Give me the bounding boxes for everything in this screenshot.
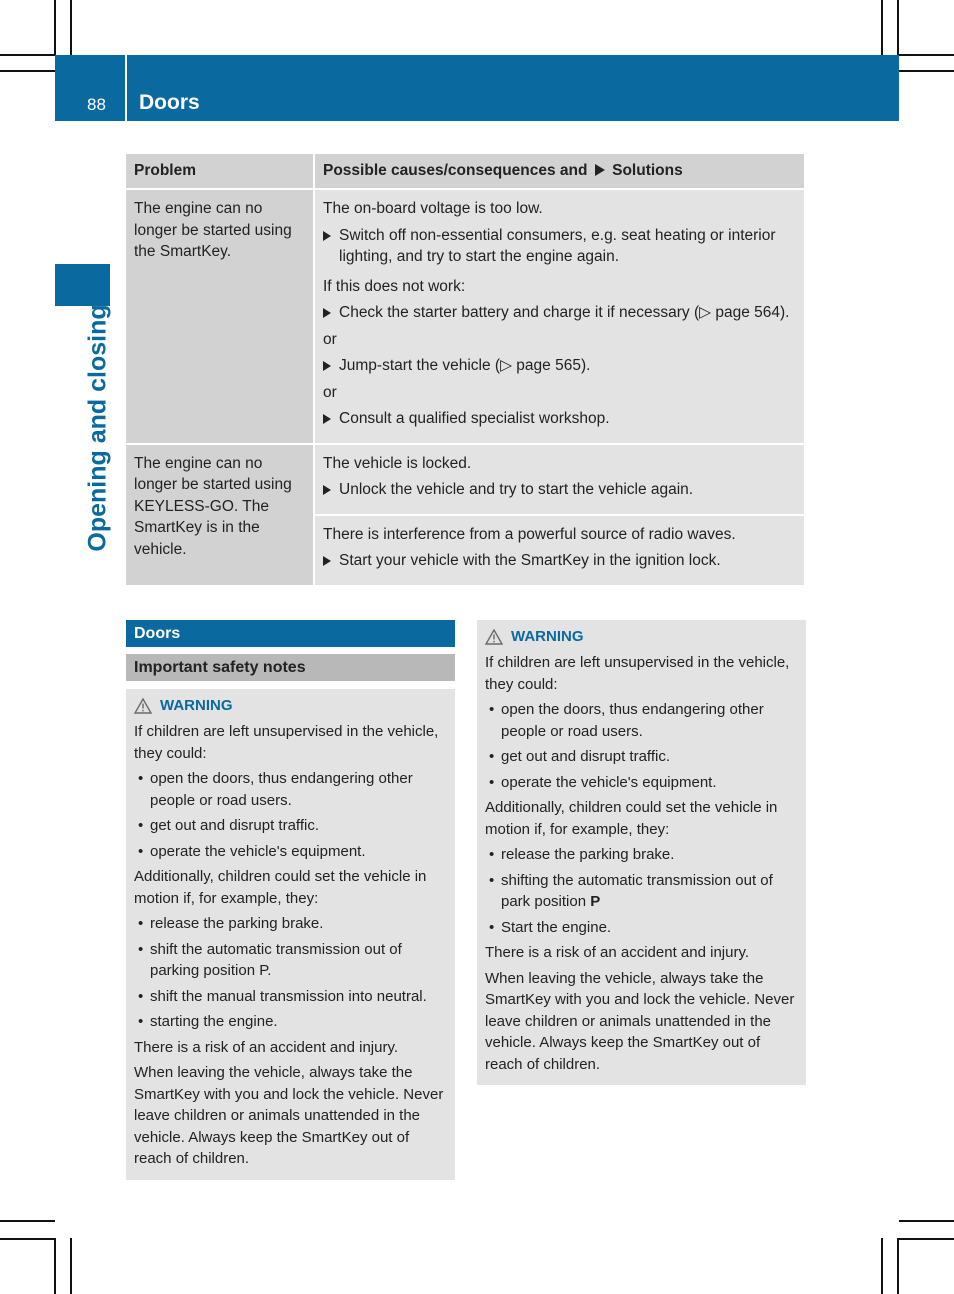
arrow-right-icon xyxy=(323,361,331,371)
cause-text: The on-board voltage is too low. xyxy=(323,200,543,217)
header-solutions: Possible causes/consequences and Solutions xyxy=(314,154,805,189)
step-item: Unlock the vehicle and try to start the vehicle again. xyxy=(323,479,796,501)
crop-mark xyxy=(881,0,883,55)
bullet-item: • get out and disrupt traffic. xyxy=(134,815,447,837)
or-text: or xyxy=(323,383,337,401)
warning-advice: When leaving the vehicle, always take the SmartKey with you and lock the vehicle. Never leave children or animals unattended in the vehicle. Always keep the SmartKey out of reach of children. xyxy=(134,1064,444,1167)
warning-box xyxy=(126,689,455,1180)
troubleshooting-table xyxy=(126,154,806,587)
warning-box xyxy=(477,620,806,1085)
crop-mark xyxy=(897,1238,899,1294)
warning-risk: There is a risk of an accident and injury. xyxy=(485,944,750,961)
cause-text: The vehicle is locked. xyxy=(323,454,472,472)
problem-cell: The engine can no longer be started using the SmartKey. xyxy=(126,189,314,444)
page-title: Doors xyxy=(139,91,200,114)
bullet-item: • open the doors, thus endangering other people or road users. xyxy=(485,699,798,742)
chapter-tab xyxy=(55,264,110,306)
warning-text: Additionally, children could set the vehicle in motion if, for example, they: xyxy=(485,799,778,838)
crop-mark xyxy=(899,1238,954,1240)
table-row xyxy=(126,444,805,515)
step-item: Jump-start the vehicle (▷ page 565). xyxy=(323,355,796,377)
if-not-text: If this does not work: xyxy=(323,277,466,295)
crop-mark xyxy=(54,0,56,55)
crop-mark xyxy=(70,0,72,55)
bullet-item: • shift the automatic transmission out of parking position P. xyxy=(134,939,447,982)
step-item: Start your vehicle with the SmartKey in the ignition lock. xyxy=(323,550,796,572)
warning-advice: When leaving the vehicle, always take the SmartKey with you and lock the vehicle. Never leave children or animals unattended in the vehicle. Always keep the SmartKey out of reach of children. xyxy=(485,969,795,1073)
table-row xyxy=(126,189,805,444)
section-heading: Doors xyxy=(126,620,455,647)
header-divider xyxy=(125,55,127,121)
solution-cell xyxy=(314,444,805,515)
crop-mark xyxy=(0,1238,55,1240)
cause-text: There is interference from a powerful source of radio waves. xyxy=(323,525,736,543)
bullet-item: • open the doors, thus endangering other people or road users. xyxy=(134,768,447,811)
bullet-item: • release the parking brake. xyxy=(134,913,447,935)
solution-cell xyxy=(314,515,805,586)
or-text: or xyxy=(323,330,337,348)
arrow-right-icon xyxy=(323,485,331,495)
bullet-item: • Start the engine. xyxy=(485,917,798,939)
arrow-right-icon xyxy=(594,164,606,176)
warning-risk: There is a risk of an accident and injury. xyxy=(134,1038,399,1056)
table-header-row xyxy=(126,154,805,189)
crop-mark xyxy=(899,54,954,56)
subsection-heading: Important safety notes xyxy=(126,654,455,681)
warning-heading: WARNING xyxy=(134,695,447,717)
crop-mark xyxy=(0,54,55,56)
header-problem: Problem xyxy=(126,154,314,189)
problem-cell: The engine can no longer be started using KEYLESS-GO. The SmartKey is in the vehicle. xyxy=(126,444,314,586)
warning-intro: If children are left unsupervised in the vehicle, they could: xyxy=(485,654,790,693)
bullet-item: • shift the manual transmission into neutral. xyxy=(134,986,447,1008)
crop-mark xyxy=(897,0,899,55)
step-item: Switch off non-essential consumers, e.g. seat heating or interior lighting, and try to start the engine again. xyxy=(323,225,796,268)
crop-mark xyxy=(54,1238,56,1294)
solution-cell xyxy=(314,189,805,444)
arrow-right-icon xyxy=(323,556,331,566)
bullet-item: • get out and disrupt traffic. xyxy=(485,746,798,768)
crop-mark xyxy=(70,1238,72,1294)
bullet-item: • operate the vehicle's equipment. xyxy=(485,772,798,794)
page-number: 88 xyxy=(87,95,106,114)
step-item: Consult a qualified specialist workshop. xyxy=(323,408,796,430)
warning-triangle-icon xyxy=(485,629,503,645)
bullet-item: • operate the vehicle's equipment. xyxy=(134,841,447,863)
crop-mark xyxy=(0,70,55,72)
arrow-right-icon xyxy=(323,414,331,424)
left-column xyxy=(126,620,455,1180)
warning-intro: If children are left unsupervised in the vehicle, they could: xyxy=(134,723,439,762)
page-header xyxy=(55,55,899,121)
bullet-item: • release the parking brake. xyxy=(485,844,798,866)
warning-heading: WARNING xyxy=(485,626,798,648)
crop-mark xyxy=(899,70,954,72)
warning-triangle-icon xyxy=(134,698,152,714)
warning-text: Additionally, children could set the vehicle in motion if, for example, they: xyxy=(134,868,427,907)
bullet-item: • starting the engine. xyxy=(134,1011,447,1033)
crop-mark xyxy=(0,1220,55,1222)
bullet-item: • shifting the automatic transmission out of park position P xyxy=(485,870,798,913)
arrow-right-icon xyxy=(323,308,331,318)
right-column xyxy=(477,620,806,1085)
crop-mark xyxy=(899,1220,954,1222)
chapter-label: Opening and closing xyxy=(83,304,112,552)
arrow-right-icon xyxy=(323,231,331,241)
step-item: Check the starter battery and charge it if necessary (▷ page 564). xyxy=(323,302,796,324)
crop-mark xyxy=(881,1238,883,1294)
